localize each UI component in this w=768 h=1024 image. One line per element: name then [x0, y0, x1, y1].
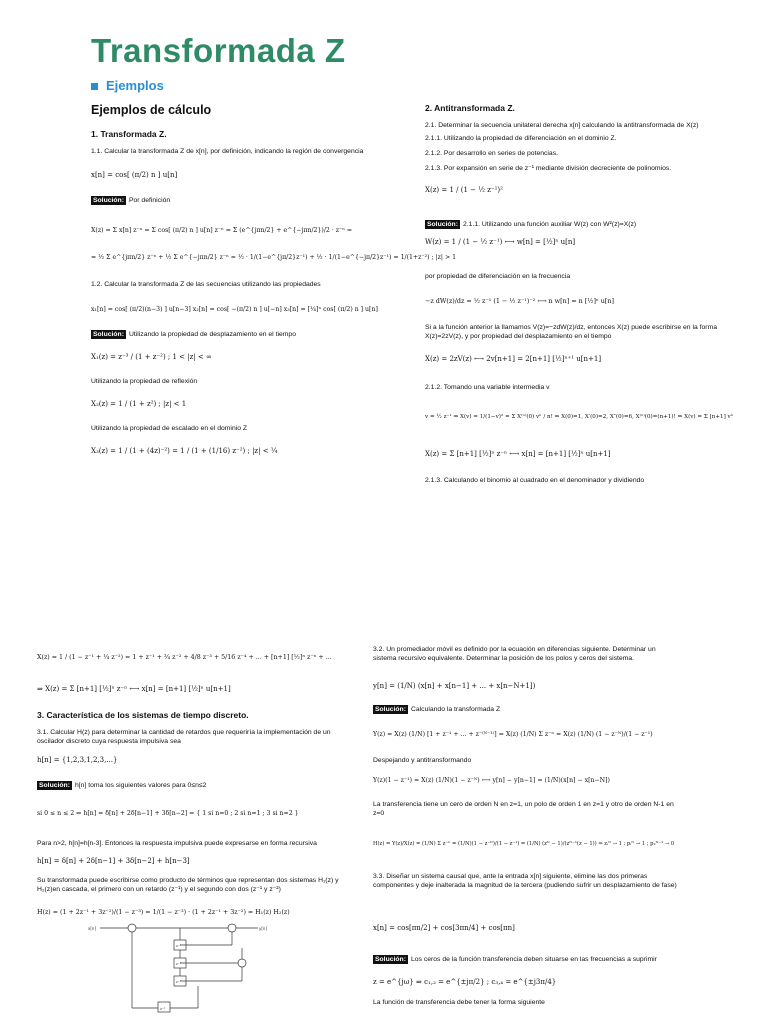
diagram-delay-label: z⁻¹: [176, 944, 182, 948]
section-subtitle: [91, 78, 164, 93]
solution-2-1-1: [425, 220, 636, 229]
equation-dW: −z dW(z)/dz = ½ z⁻¹ (1 − ½ z⁻¹)⁻² ⟷ n w[n] = n [½]ⁿ u[n]: [425, 297, 614, 305]
block-diagram: [88, 918, 268, 1022]
equation-Hz-poles: H(z) = Y(z)/X(z) = (1/N) Σ z⁻ⁿ = (1/N)(1 − z⁻ᴺ)/(1 − z⁻¹) = (1/N) (zᴺ − 1)/(zᴺ⁻¹(z − 1)) ⇒ zᵢᴺ → 1 ; pᵢᴺ → 1 ; p₂ᴺ⁻¹ → 0: [373, 841, 675, 847]
exercise-1-1: 1.1. Calcular la transformada Z de x[n], por definición, indicando la región de convergencia: [91, 148, 364, 155]
solution-text: Calculando la transformada Z: [410, 706, 501, 713]
exercise-2-1: 2.1. Determinar la secuencia unilateral derecha x[n] calculando la antitransformada de X(z): [425, 122, 699, 129]
diagram-adder-1: [128, 924, 136, 932]
equation-result: ⇒ X(z) = Σ [n+1] [½]ⁿ z⁻ⁿ ⟷ x[n] = [n+1] [½]ⁿ u[n+1]: [37, 685, 231, 693]
text-variable-v: 2.1.2. Tomando una variable intermedia v: [425, 384, 550, 391]
equation-Hz: H(z) = (1 + 2z⁻¹ + 3z⁻²)/(1 − z⁻³) = 1/(1 − z⁻³) · (1 + 2z⁻¹ + 3z⁻²) = H₁(z) H₂(z): [37, 909, 290, 916]
bullet-square-icon: [91, 83, 98, 90]
equation-Xz-sum: X(z) = Σ [n+1] [½]ⁿ z⁻ⁿ ⟷ x[n] = [n+1] [½]ⁿ u[n+1]: [425, 450, 611, 458]
solution-label: Solución:: [375, 706, 406, 713]
heading-transformada-z: 1. Transformada Z.: [91, 129, 167, 139]
text-escalado: Utilizando la propiedad de escalado en el dominio Z: [91, 425, 248, 432]
equation-division: X(z) = 1 / (1 − z⁻¹ + ¼ z⁻²) = 1 + z⁻¹ + ¾ z⁻² + 4/8 z⁻³ + 5/16 z⁻⁴ + ... + [n+1] [½]ⁿ z⁻ⁿ + ...: [37, 654, 332, 661]
equation-h-recursive: h[n] = δ[n] + 2δ[n−1] + 3δ[n−2] + h[n−3]: [37, 857, 190, 865]
equation-h-cases: si 0 ≤ n ≤ 2 ⇒ h[n] = δ[n] + 2δ[n−1] + 3δ[n−2] = { 1 si n=0 ; 2 si n=1 ; 3 si n=2 }: [37, 810, 299, 817]
solution-3-3: [373, 955, 657, 964]
solution-1-2: [91, 330, 296, 339]
solution-text: 2.1.1. Utilizando una función auxiliar W(z) con W²(z)=X(z): [462, 221, 637, 228]
page-title: Transformada Z: [91, 32, 346, 69]
exercise-3-1: 3.1. Calcular H(z) para determinar la cantidad de retardos que requeriría la implementación de un oscilador discreto cuya respuesta impulsiva sea: [37, 729, 331, 745]
exercise-3-3: 3.3. Diseñar un sistema causal que, ante la entrada x[n] siguiente, elimine las dos primeras componentes y deje inalterada la magnitud de la tercera (pudiendo sufrir un desplazamiento de fase): [373, 873, 677, 889]
text-binomio: 2.1.3. Calculando el binomio al cuadrado en el denominador y dividiendo: [425, 477, 645, 484]
text-recursiva: Para n>2, h[n]=h[n-3]. Entonces la respuesta impulsiva puede expresarse en forma recursiva: [37, 840, 317, 847]
equation-x1: X₁(z) = z⁻³ / (1 + z⁻²) ; 1 < |z| < ∞: [91, 353, 212, 361]
solution-text: Los ceros de la función transferencia deben situarse en las frecuencias a suprimir: [410, 956, 657, 963]
equation-x-cos: x[n] = cos[πn/2] + cos[3πn/4] + cos[πn]: [373, 924, 515, 932]
solution-label: Solución:: [93, 331, 124, 338]
diagram-delay-label: z⁻¹: [176, 980, 182, 984]
exercise-2-1-2: 2.1.2. Por desarrollo en series de potencias.: [425, 150, 558, 157]
text-despejando: Despejando y antitransformando: [373, 757, 472, 764]
text-reflexion: Utilizando la propiedad de reflexión: [91, 378, 198, 385]
diagram-delay-label: z⁻¹: [160, 1007, 166, 1011]
equation-X: X(z) = 1 / (1 − ½ z⁻¹)²: [425, 186, 503, 194]
heading-sistemas-discretos: 3. Característica de los sistemas de tiempo discreto.: [37, 710, 249, 720]
diagram-delay-label: z⁻¹: [176, 962, 182, 966]
equation-1-1-calc-1: X(z) = Σ x[n] z⁻ⁿ = Σ cos[ (π/2) n ] u[n] z⁻ⁿ = Σ (e^{jπn/2} + e^{−jπn/2})/2 · z⁻ⁿ =: [91, 227, 353, 234]
diagram-adder-2: [228, 924, 236, 932]
solution-text: h[n] toma los siguientes valores para 0≤n≤2: [74, 782, 207, 789]
text-diferenciacion: por propiedad de diferenciación en la frecuencia: [425, 273, 571, 280]
equation-h-seq: h[n] = {1,2,3,1,2,3,...}: [37, 756, 118, 764]
equation-series-v: v = ½ z⁻¹ ⇒ X(v) = 1/(1−v)² = Σ X⁽ⁿ⁾(0) vⁿ / n! ⇒ X(0)=1, X′(0)=2, X″(0)=6, X⁽ⁿ⁾(0)=(n+1)! ⇒ X(v) = Σ [n+1] vⁿ: [425, 414, 734, 420]
diagram-input-label: x[n]: [88, 926, 97, 931]
equation-zeros: z = e^{jω} ⇒ c₁,₂ = e^{±jπ/2} ; c₃,₄ = e^{±j3π/4}: [373, 978, 557, 986]
equation-1-1: x[n] = cos[ (π/2) n ] u[n]: [91, 171, 178, 179]
solution-3-1: [37, 781, 206, 790]
solution-text: Utilizando la propiedad de desplazamiento en el tiempo: [128, 331, 296, 338]
equation-recursive: Y(z)(1 − z⁻¹) = X(z) (1/N)(1 − z⁻ᴺ) ⟷ y[n] − y[n−1] = (1/N)(x[n] − x[n−N]): [373, 777, 610, 784]
diagram-adder-3: [238, 959, 246, 967]
solution-label: Solución:: [427, 221, 458, 228]
text-cascada: Su transformada puede escribirse como producto de términos que representan dos sistemas H₁(z) y H₂(z)en cascada, el primero con un retardo (z⁻¹) y el segundo con dos (z⁻¹ y z⁻²): [37, 877, 339, 893]
solution-label: Solución:: [93, 197, 124, 204]
diagram-output-label: y[n]: [259, 926, 268, 931]
equation-Yz: Y(z) = X(z) (1/N) [1 + z⁻¹ + ... + z⁻⁽ᴺ⁻¹⁾] = X(z) (1/N) Σ z⁻ⁿ = X(z) (1/N) (1 − z⁻ᴺ)/(1 − z⁻¹): [373, 731, 653, 738]
equation-1-2-sequences: x₁[n] = cos[ (π/2)(n−3) ] u[n−3] x₂[n] = cos[ −(π/2) n ] u[−n] x₃[n] = [¼]ⁿ cos[ (π/2) n ] u[n]: [91, 306, 378, 313]
exercise-3-2: 3.2. Un promediador móvil es definido por la ecuación en diferencias siguiente. Determinar un sistema recursivo equivalente. Determinar la posición de los polos y ceros del sistema.: [373, 646, 656, 662]
solution-label: Solución:: [375, 956, 406, 963]
heading-antitransformada: 2. Antitransformada Z.: [425, 103, 515, 113]
equation-1-1-calc-2: = ½ Σ e^{jπn/2} z⁻ⁿ + ½ Σ e^{−jπn/2} z⁻ⁿ = ½ · 1/(1−e^{jπ/2}z⁻¹) + ½ · 1/(1−e^{−jπ/2}z⁻¹) = 1/(1+z⁻²) ; |z| > 1: [91, 254, 457, 261]
equation-W: W(z) = 1 / (1 − ½ z⁻¹) ⟷ w[n] = [½]ⁿ u[n]: [425, 238, 576, 246]
solution-text: Por definición: [128, 197, 171, 204]
solution-1-1: [91, 196, 170, 205]
text-funcion-V: Si a la función anterior la llamamos V(z)=−zdW(z)/dz, entonces X(z) puede escribirse en la forma X(z)=2zV(z), y por propiedad del desplazamiento en el tiempo: [425, 324, 718, 340]
equation-x3: X₃(z) = 1 / (1 + (4z)⁻²) = 1 / (1 + (1/16) z⁻²) ; |z| < ¼: [91, 447, 278, 455]
equation-promediador: y[n] = (1/N) (x[n] + x[n−1] + ... + x[n−N+1]): [373, 682, 536, 690]
solution-label: Solución:: [39, 782, 70, 789]
equation-x2: X₂(z) = 1 / (1 + z²) ; |z| < 1: [91, 400, 187, 408]
heading-ejemplos-calculo: Ejemplos de cálculo: [91, 103, 212, 117]
subtitle-text: Ejemplos: [106, 78, 164, 93]
solution-3-2: [373, 705, 500, 714]
exercise-2-1-3: 2.1.3. Por expansión en serie de z⁻¹ mediante división decreciente de polinomios.: [425, 165, 672, 172]
exercise-1-2: 1.2. Calcular la transformada Z de las secuencias utilizando las propiedades: [91, 281, 321, 288]
exercise-2-1-1: 2.1.1. Utilizando la propiedad de diferenciación en el dominio Z.: [425, 135, 617, 142]
text-ceros-polos: La transferencia tiene un cero de orden N en z=1, un polo de orden 1 en z=1 y otro de orden N-1 en z=0: [373, 801, 674, 817]
text-forma-transferencia: La función de transferencia debe tener la forma siguiente: [373, 999, 545, 1006]
equation-2zV: X(z) = 2zV(z) ⟷ 2v[n+1] = 2[n+1] [½]ⁿ⁺¹ u[n+1]: [425, 355, 602, 363]
